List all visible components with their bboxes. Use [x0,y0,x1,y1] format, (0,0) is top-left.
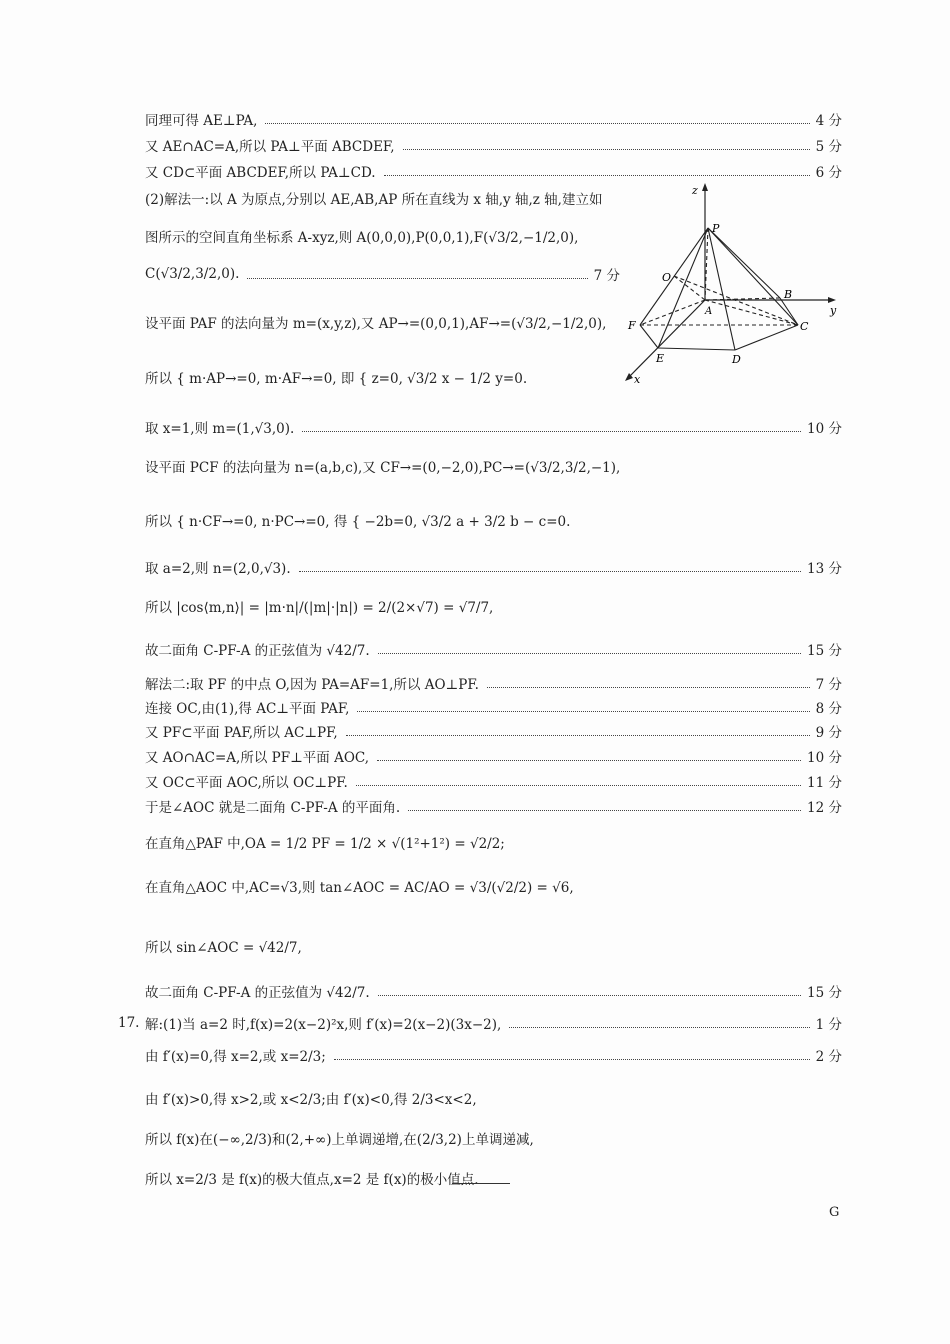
label-P: P [712,222,720,235]
label-z: z [692,184,698,197]
edge-ED [658,348,735,350]
line-9: 取 x=1,则 m=(1,√3,0). 10 分 [145,421,842,437]
line-23: 所以 sin∠AOC = √42/7, [145,940,302,956]
line-19: 又 OC⊂平面 AOC,所以 OC⊥PF. 11 分 [145,775,842,791]
edge-PB [708,228,780,298]
line-29: 所以 x=2/3 是 f(x)的极大值点,x=2 是 f(x)的极小值点. [145,1172,479,1188]
underline-mark [452,1183,510,1184]
line-1: 同理可得 AE⊥PA, 4 分 [145,113,842,129]
y-arrow [828,297,836,303]
edge-DC [735,325,798,350]
edge-OA [674,276,705,300]
problem-number: 17. [118,1015,140,1031]
line-5: 图所示的空间直角坐标系 A-xyz,则 A(0,0,0),P(0,0,1),F(√3/2,−1/2,0), [145,230,579,246]
edge-FE [640,325,658,348]
line-12: 取 a=2,则 n=(2,0,√3). 13 分 [145,561,842,577]
line-25: 解:(1)当 a=2 时,f(x)=2(x−2)²x,则 f′(x)=2(x−2)(3x−2), 1 分 [145,1017,842,1033]
line-11: 所以 { n·CF→=0, n·PC→=0, 得 { −2b=0, √3/2 a + 3/2 b − c=0. [145,514,571,530]
line-18: 又 AO∩AC=A,所以 PF⊥平面 AOC, 10 分 [145,750,842,766]
line-7: 设平面 PAF 的法向量为 m=(x,y,z),又 AP→=(0,0,1),AF→=(√3/2,−1/2,0), [145,316,607,332]
label-C: C [800,320,809,333]
pyramid-figure [620,180,845,390]
line-14: 故二面角 C-PF-A 的正弦值为 √42/7. 15 分 [145,643,842,659]
x-axis [628,300,705,378]
label-B: B [784,288,793,301]
edge-PD [708,228,735,350]
page-mark: G [829,1205,840,1220]
edge-PC [708,228,798,325]
line-17: 又 PF⊂平面 PAF,所以 AC⊥PF, 9 分 [145,725,842,741]
line-15: 解法二:取 PF 的中点 O,因为 PA=AF=1,所以 AO⊥PF. 7 分 [145,677,842,693]
line-2: 又 AE∩AC=A,所以 PA⊥平面 ABCDEF, 5 分 [145,139,842,155]
line-3: 又 CD⊂平面 ABCDEF,所以 PA⊥CD. 6 分 [145,165,842,181]
label-x: x [634,373,641,386]
line-21: 在直角△PAF 中,OA = 1/2 PF = 1/2 × √(1²+1²) = √2/2; [145,836,505,852]
label-F: F [628,319,636,332]
line-10: 设平面 PCF 的法向量为 n=(a,b,c),又 CF→=(0,−2,0),PC→=(√3/2,3/2,−1), [145,460,621,476]
line-27: 由 f′(x)>0,得 x>2,或 x<2/3;由 f′(x)<0,得 2/3<x<2, [145,1092,477,1108]
z-arrow [702,183,708,191]
line-13: 所以 |cos⟨m,n⟩| = |m·n|/(|m|·|n|) = 2/(2×√7) = √7/7, [145,600,494,616]
label-A: A [705,306,713,317]
label-O: O [662,271,672,284]
line-24: 故二面角 C-PF-A 的正弦值为 √42/7. 15 分 [145,985,842,1001]
label-E: E [656,352,665,365]
line-6: C(√3/2,3/2,0). 7 分 [145,266,620,284]
line-28: 所以 f(x)在(−∞,2/3)和(2,+∞)上单调递增,在(2/3,2)上单调递减, [145,1132,534,1148]
line-16: 连接 OC,由(1),得 AC⊥平面 PAF, 8 分 [145,701,842,717]
label-D: D [732,353,741,366]
line-8: 所以 { m·AP→=0, m·AF→=0, 即 { z=0, √3/2 x − 1/2 y=0. [145,371,528,387]
line-4: (2)解法一:以 A 为原点,分别以 AE,AB,AP 所在直线为 x 轴,y 轴,z 轴,建立如 [145,192,603,208]
line-20: 于是∠AOC 就是二面角 C-PF-A 的平面角. 12 分 [145,800,842,816]
label-y: y [830,304,837,317]
line-22: 在直角△AOC 中,AC=√3,则 tan∠AOC = AC/AO = √3/(√2/2) = √6, [145,880,574,896]
line-26: 由 f′(x)=0,得 x=2,或 x=2/3; 2 分 [145,1049,842,1065]
